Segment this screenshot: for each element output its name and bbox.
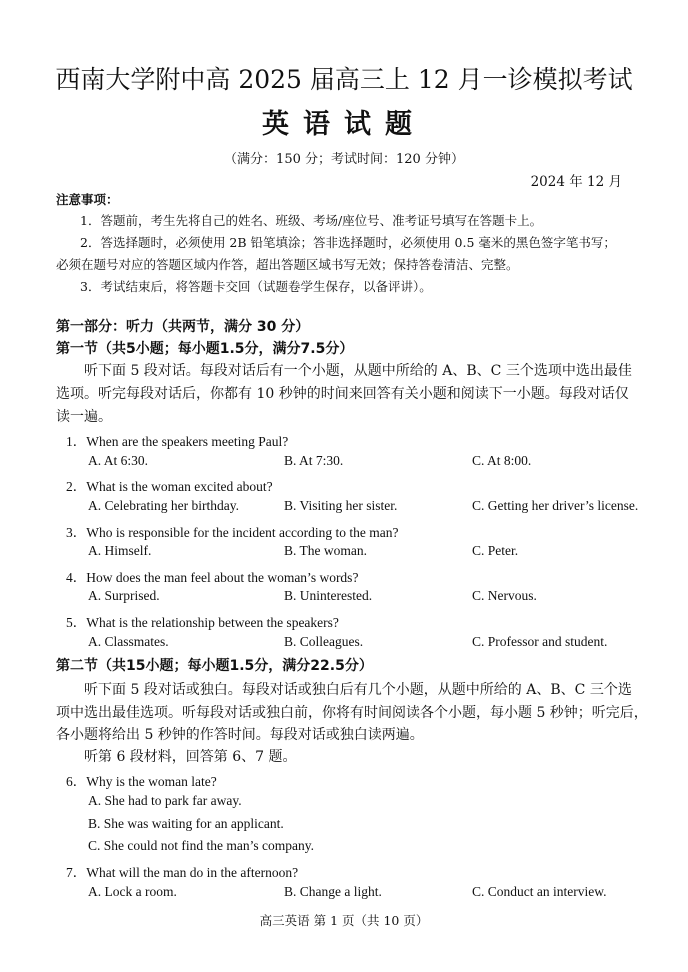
option-c: C. Nervous.: [472, 588, 537, 603]
option-a: A. Classmates.: [88, 634, 169, 649]
section2-instructions: 各小题将给出 5 秒钟的作答时间。每段对话或独白读两遍。: [56, 727, 424, 743]
option-b: B. Change a light.: [284, 884, 382, 899]
notice-item: 3．考试结束后，将答题卡交回（试题卷学生保存，以备评讲）。: [80, 279, 432, 294]
page-footer: 高三英语 第 1 页（共 10 页）: [259, 913, 429, 928]
option-c: C. Professor and student.: [472, 634, 608, 649]
option-b: B. Visiting her sister.: [284, 498, 398, 513]
section1-heading: 第一节（共5小题；每小题1.5分，满分7.5分）: [56, 341, 354, 357]
option-c: C. Getting her driver’s license.: [472, 498, 639, 513]
question-stem: 4．How does the man feel about the woman’s words?: [66, 570, 359, 585]
option-a: A. She had to park far away.: [88, 793, 242, 808]
material-note: 听第 6 段材料，回答第 6、7 题。: [84, 749, 297, 765]
notice-item: 1．答题前，考生先将自己的姓名、班级、考场/座位号、准考证号填写在答题卡上。: [80, 213, 543, 228]
option-b: B. Uninterested.: [284, 588, 373, 603]
question-stem: 6．Why is the woman late?: [66, 774, 217, 789]
question-stem: 3．Who is responsible for the incident according to the man?: [66, 525, 399, 540]
question-stem: 7．What will the man do in the afternoon?: [66, 865, 299, 880]
section2-heading: 第二节（共15小题；每小题1.5分，满分22.5分）: [56, 658, 373, 674]
notice-item: 必须在题号对应的答题区域内作答，超出答题区域书写无效；保持答卷清洁、完整。: [56, 257, 519, 272]
option-c: C. Conduct an interview.: [472, 884, 607, 899]
option-a: A. Lock a room.: [88, 884, 177, 899]
option-b: B. She was waiting for an applicant.: [88, 816, 284, 831]
section1-instructions: 读一遍。: [56, 409, 112, 425]
exam-date: 2024 年 12 月: [530, 174, 622, 190]
exam-meta: （满分：150 分；考试时间：120 分钟）: [224, 152, 464, 167]
option-a: A. At 6:30.: [88, 453, 149, 468]
option-b: B. Colleagues.: [284, 634, 364, 649]
question-stem: 1．When are the speakers meeting Paul?: [66, 434, 289, 449]
question-stem: 5．What is the relationship between the speakers?: [66, 615, 339, 630]
part1-heading: 第一部分：听力（共两节，满分 30 分）: [56, 319, 310, 335]
option-c: C. Peter.: [472, 543, 519, 558]
subject-title: 英语试题: [262, 109, 426, 140]
section1-instructions: 听下面 5 段对话。每段对话后有一个小题，从题中所给的 A、B、C 三个选项中选出最佳: [84, 363, 632, 379]
notice-heading: 注意事项：: [56, 192, 119, 207]
section1-instructions: 选项。听完每段对话后，你都有 10 秒钟的时间来回答有关小题和阅读下一小题。每段对话仅: [56, 386, 629, 402]
option-b: B. The woman.: [284, 543, 367, 558]
section2-instructions: 项中选出最佳选项。听每段对话或独白前，你将有时间阅读各个小题，每小题 5 秒钟；听完后，: [56, 705, 648, 721]
question-stem: 2．What is the woman excited about?: [66, 479, 273, 494]
section2-instructions: 听下面 5 段对话或独白。每段对话或独白后有几个小题，从题中所给的 A、B、C 三个选: [84, 682, 632, 698]
option-a: A. Celebrating her birthday.: [88, 498, 239, 513]
option-c: C. She could not find the man’s company.: [88, 838, 314, 853]
option-a: A. Himself.: [88, 543, 152, 558]
notice-item: 2．答选择题时，必须使用 2B 铅笔填涂；答非选择题时，必须使用 0.5 毫米的黑色签字笔书写；: [80, 235, 616, 250]
option-b: B. At 7:30.: [284, 453, 344, 468]
exam-title: 西南大学附中高 2025 届高三上 12 月一诊模拟考试: [55, 65, 633, 94]
option-a: A. Surprised.: [88, 588, 160, 603]
option-c: C. At 8:00.: [472, 453, 532, 468]
